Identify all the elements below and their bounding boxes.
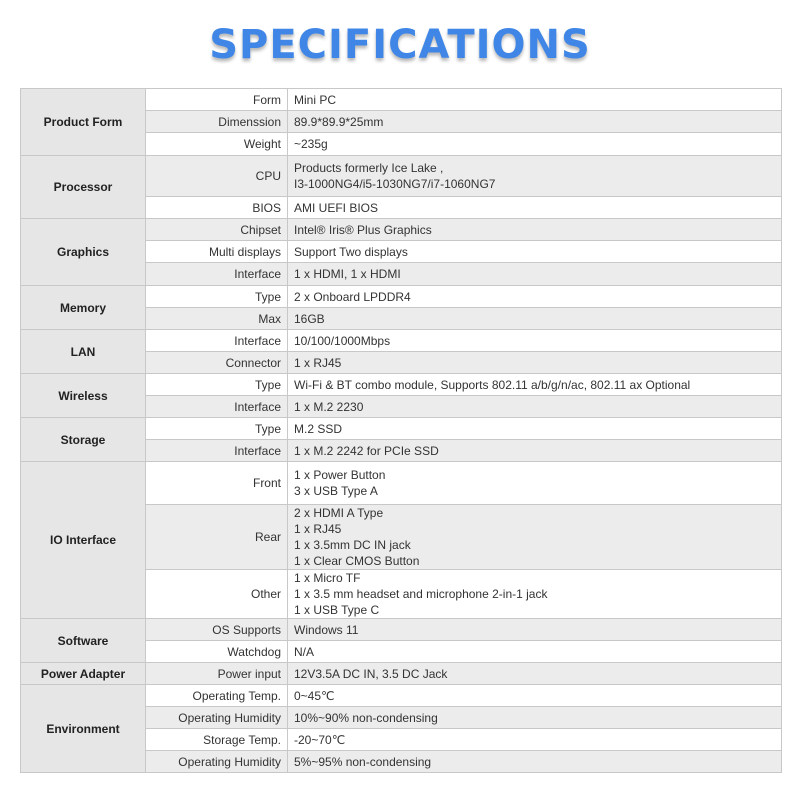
spec-value <box>288 505 782 570</box>
spec-key: Interface <box>146 440 288 462</box>
spec-value-line: Products formerly Ice Lake , <box>294 161 444 175</box>
spec-value <box>288 308 782 330</box>
spec-value-line: I3-1000NG4/i5-1030NG7/i7-1060NG7 <box>294 177 496 191</box>
category-label: LAN <box>21 330 146 374</box>
spec-value-line: 1 x Power Button <box>294 468 386 482</box>
spec-value <box>288 133 782 156</box>
spec-value-line: 0~45℃ <box>294 688 335 703</box>
spec-row <box>21 156 782 197</box>
spec-key: Connector <box>146 352 288 374</box>
spec-key: Interface <box>146 330 288 352</box>
spec-key: Interface <box>146 396 288 418</box>
spec-key: Type <box>146 418 288 440</box>
spec-row <box>21 219 782 241</box>
category-label: Environment <box>21 685 146 773</box>
spec-value-line: AMI UEFI BIOS <box>294 200 379 215</box>
spec-value <box>288 418 782 440</box>
spec-value-line: M.2 SSD <box>294 421 343 436</box>
spec-row <box>21 418 782 440</box>
category-label: Storage <box>21 418 146 462</box>
spec-row <box>21 286 782 308</box>
spec-value <box>288 156 782 197</box>
spec-value <box>288 89 782 111</box>
spec-key: Max <box>146 308 288 330</box>
spec-value-line: 1 x USB Type C <box>294 603 380 617</box>
category-label: Power Adapter <box>21 663 146 685</box>
spec-value-line: 2 x Onboard LPDDR4 <box>294 289 411 304</box>
spec-key: Weight <box>146 133 288 156</box>
spec-key: OS Supports <box>146 619 288 641</box>
spec-value-line: Support Two displays <box>294 244 408 259</box>
spec-value <box>288 374 782 396</box>
spec-value-line: 1 x M.2 2230 <box>294 399 364 414</box>
specifications-table <box>20 88 782 773</box>
spec-value <box>288 570 782 619</box>
spec-value-line: Windows 11 <box>294 622 359 637</box>
spec-key: Watchdog <box>146 641 288 663</box>
spec-value-line: Mini PC <box>294 92 337 107</box>
category-label: Product Form <box>21 89 146 156</box>
spec-value <box>288 396 782 418</box>
spec-row <box>21 685 782 707</box>
spec-row <box>21 374 782 396</box>
spec-value <box>288 641 782 663</box>
spec-key: Chipset <box>146 219 288 241</box>
spec-value <box>288 286 782 308</box>
spec-value <box>288 729 782 751</box>
spec-value-line: 1 x HDMI, 1 x HDMI <box>294 267 401 281</box>
spec-key: Rear <box>146 505 288 570</box>
spec-value-line: 5%~95% non-condensing <box>294 754 432 769</box>
spec-value <box>288 619 782 641</box>
spec-value-line: 1 x Clear CMOS Button <box>294 554 420 568</box>
spec-value <box>288 263 782 286</box>
spec-value-line: 1 x RJ45 <box>294 355 342 370</box>
spec-key: Power input <box>146 663 288 685</box>
spec-value-line: -20~70℃ <box>294 732 346 747</box>
spec-value <box>288 352 782 374</box>
spec-row <box>21 619 782 641</box>
spec-value-line: 10%~90% non-condensing <box>294 710 438 725</box>
spec-value-line: 1 x 3.5 mm headset and microphone 2-in-1 jack <box>294 587 548 601</box>
spec-value <box>288 462 782 505</box>
category-label: Graphics <box>21 219 146 286</box>
spec-key: Type <box>146 286 288 308</box>
spec-value-line: ~235g <box>294 137 328 151</box>
spec-key: Multi displays <box>146 241 288 263</box>
category-label: Wireless <box>21 374 146 418</box>
spec-value-line: 1 x RJ45 <box>294 522 342 536</box>
spec-key: Type <box>146 374 288 396</box>
spec-key: Storage Temp. <box>146 729 288 751</box>
spec-row <box>21 663 782 685</box>
spec-value-line: 1 x 3.5mm DC IN jack <box>294 538 411 552</box>
spec-row <box>21 330 782 352</box>
spec-key: Operating Humidity <box>146 751 288 773</box>
category-label: Memory <box>21 286 146 330</box>
spec-value-line: 2 x HDMI A Type <box>294 506 384 520</box>
page-title: SPECIFICATIONS <box>209 22 591 68</box>
spec-value <box>288 685 782 707</box>
spec-value-line: Wi-Fi & BT combo module, Supports 802.11 a/b/g/n/ac, 802.11 ax Optional <box>294 377 691 392</box>
spec-row <box>21 462 782 505</box>
spec-key: CPU <box>146 156 288 197</box>
spec-value-line: 1 x Micro TF <box>294 571 361 585</box>
spec-value <box>288 111 782 133</box>
spec-key: Front <box>146 462 288 505</box>
spec-value <box>288 440 782 462</box>
spec-value <box>288 751 782 773</box>
spec-key: Operating Humidity <box>146 707 288 729</box>
spec-key: Other <box>146 570 288 619</box>
spec-value <box>288 197 782 219</box>
category-label: Software <box>21 619 146 663</box>
spec-value <box>288 330 782 352</box>
spec-value-line: 89.9*89.9*25mm <box>294 114 384 129</box>
spec-value-line: 3 x USB Type A <box>294 484 378 498</box>
spec-value <box>288 663 782 685</box>
spec-value-line: N/A <box>294 644 315 659</box>
category-label: Processor <box>21 156 146 219</box>
spec-value-line: 16GB <box>294 311 325 326</box>
spec-value-line: 1 x M.2 2242 for PCIe SSD <box>294 443 439 458</box>
spec-key: Interface <box>146 263 288 286</box>
spec-value-line: 10/100/1000Mbps <box>294 333 391 348</box>
spec-row <box>21 89 782 111</box>
spec-value <box>288 241 782 263</box>
spec-value-line: Intel® Iris® Plus Graphics <box>294 222 432 237</box>
spec-value <box>288 219 782 241</box>
spec-key: Dimenssion <box>146 111 288 133</box>
spec-key: BIOS <box>146 197 288 219</box>
spec-value-line: 12V3.5A DC IN, 3.5 DC Jack <box>294 666 448 681</box>
spec-key: Form <box>146 89 288 111</box>
category-label: IO Interface <box>21 462 146 619</box>
spec-key: Operating Temp. <box>146 685 288 707</box>
spec-value <box>288 707 782 729</box>
